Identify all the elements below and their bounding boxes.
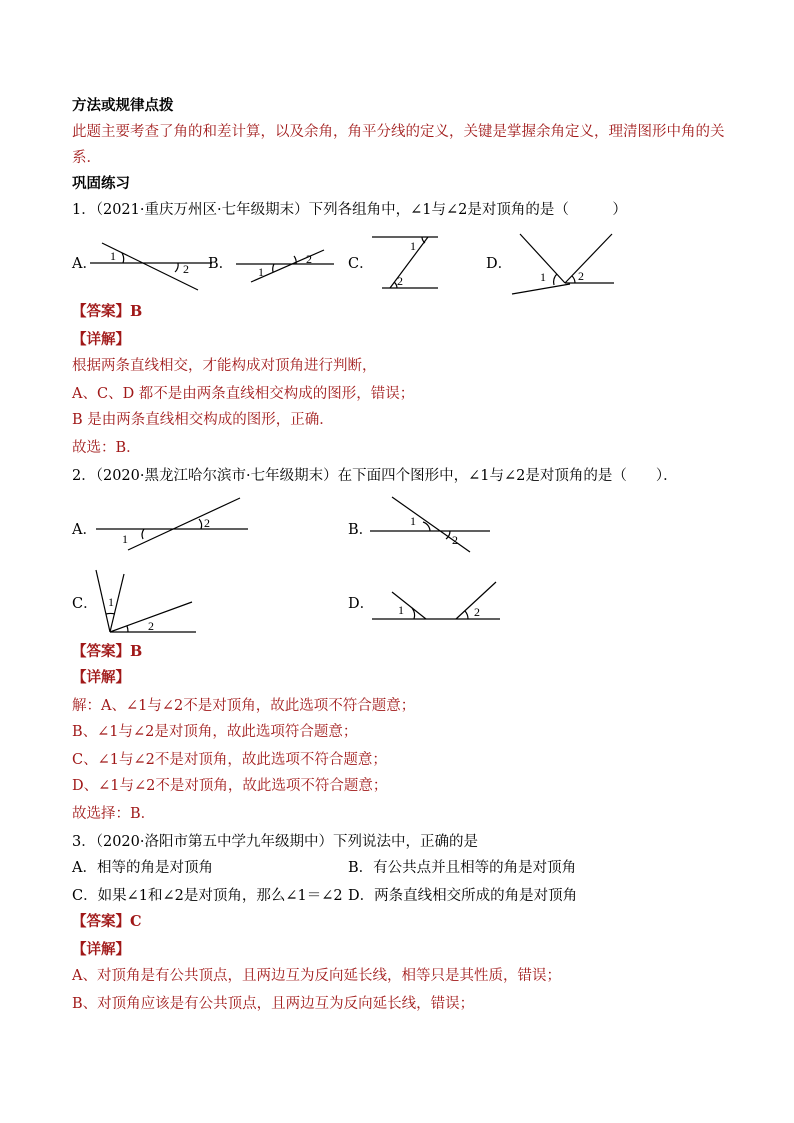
q3-stem: 3．（2020·洛阳市第五中学九年级期中）下列说法中，正确的是 [72,834,478,850]
q2-figure-c [92,568,202,638]
q2-option-c-label: C． [72,596,98,612]
q3-option-b: B．有公共点并且相等的角是对顶角 [348,860,577,876]
q1-figure-d-label-1: 1 [540,270,546,284]
q2-figure-c-label-1: 1 [108,595,114,609]
q3-option-a: A．相等的角是对顶角 [72,860,213,876]
q3-answer: 【答案】C [72,913,142,930]
q1-explain-line-4: 故选：B． [72,440,141,456]
q2-figure-d-label-2: 2 [474,605,480,619]
q1-figure-b [236,246,336,286]
q2-figure-d [372,580,502,625]
method-heading: 方法或规律点拨 [72,97,174,114]
q1-explain-line-2: A、C、D 都不是由两条直线相交构成的图形，错误； [72,386,415,402]
q1-figure-b-label-1: 1 [258,265,264,279]
q2-figure-d-label-1: 1 [398,603,404,617]
q2-figure-a-label-2: 2 [204,516,210,530]
q1-explain-line-3: B 是由两条直线相交构成的图形，正确． [72,412,334,428]
q2-explain-line-1: 解：A、∠1与∠2不是对顶角，故此选项不符合题意； [72,698,416,714]
q2-option-d-label: D． [348,596,375,612]
q1-detail-label: 【详解】 [72,331,130,348]
q3-explain-line-2: B、对顶角应该是有公共顶点，且两边互为反向延长线，错误； [72,996,475,1012]
q1-figure-d-label-2: 2 [578,269,584,283]
q1-explain-line-1: 根据两条直线相交，才能构成对顶角进行判断， [72,358,377,374]
q2-figure-a [96,494,256,554]
q2-figure-c-label-2: 2 [148,619,154,633]
practice-heading: 巩固练习 [72,175,130,192]
q1-answer: 【答案】B [72,303,143,320]
method-text-line-2: 系． [72,150,101,166]
q2-explain-line-3: C、∠1与∠2不是对顶角，故此选项不符合题意； [72,752,387,768]
q3-explain-line-1: A、对顶角是有公共顶点，且两边互为反向延长线，相等只是其性质，错误； [72,968,561,984]
q1-figure-d [510,228,620,298]
q2-figure-b [370,494,500,554]
q2-figure-b-label-2: 2 [452,533,458,547]
q1-stem: 1．（2021·重庆万州区·七年级期末）下列各组角中，∠1与∠2是对顶角的是（ ） [72,202,627,218]
q1-figure-b-label-2: 2 [306,252,312,266]
q1-option-d-label: D． [486,256,513,272]
q1-figure-c-label-1: 1 [410,239,416,253]
q1-figure-a-label-1: 1 [110,249,116,263]
q2-explain-line-5: 故选择：B． [72,806,156,822]
q2-figure-b-label-1: 1 [410,514,416,528]
q2-option-b-label: B． [348,522,374,538]
q1-option-c-label: C． [348,256,374,272]
q1-figure-c [370,232,440,292]
q2-detail-label: 【详解】 [72,669,130,686]
q1-figure-c-label-2: 2 [397,274,403,288]
q3-option-d: D．两条直线相交所成的角是对顶角 [348,888,578,904]
q3-option-c: C．如果∠1和∠2是对顶角，那么∠1＝∠2 [72,888,343,904]
q1-option-b-label: B． [208,256,234,272]
q2-answer: 【答案】B [72,643,143,660]
q1-figure-a [90,238,220,293]
q2-option-a-label: A． [72,522,97,538]
q2-explain-line-2: B、∠1与∠2是对顶角，故此选项符合题意； [72,724,358,740]
q3-detail-label: 【详解】 [72,941,130,958]
q2-figure-a-label-1: 1 [122,532,128,546]
method-text-line-1: 此题主要考查了角的和差计算，以及余角，角平分线的定义，关键是掌握余角定义，理清图形中角的关 [72,124,725,140]
q1-figure-a-label-2: 2 [183,262,189,276]
q1-option-a-label: A． [72,256,97,272]
q2-stem: 2．（2020·黑龙江哈尔滨市·七年级期末）在下面四个图形中，∠1与∠2是对顶角的是（ ）． [72,468,678,484]
q2-explain-line-4: D、∠1与∠2不是对顶角，故此选项不符合题意； [72,778,388,794]
